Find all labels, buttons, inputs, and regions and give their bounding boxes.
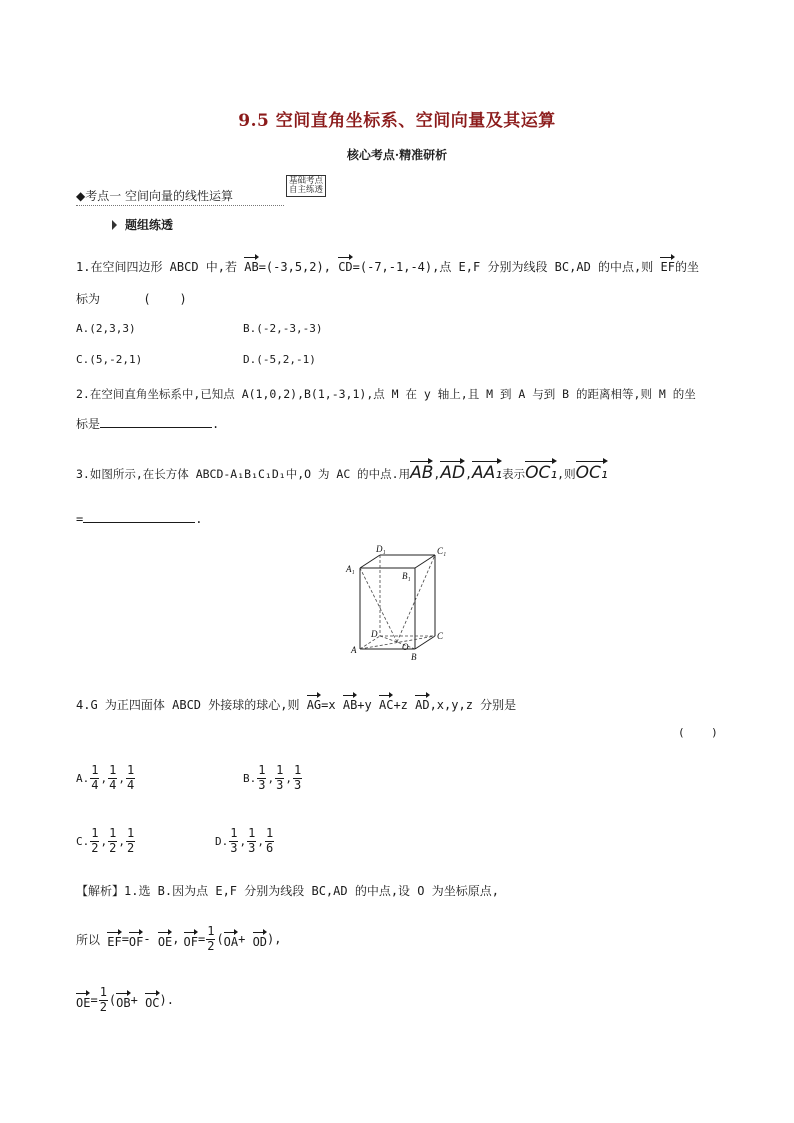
q3-prefix: 3.如图所示,在长方体 ABCD-A₁B₁C₁D₁中,O 为 AC 的中点.用 — [76, 467, 411, 481]
q4-line1 — [76, 694, 516, 713]
fraction: $\frac{1}{2}$ — [126, 826, 135, 855]
q4-opt-c-label: C. — [76, 834, 90, 848]
q4-option-a — [76, 764, 136, 793]
q2-line2-suffix: . — [212, 417, 220, 431]
vec-ad: AD — [415, 694, 429, 711]
cuboid-figure — [340, 543, 460, 665]
label-d1: D₁ — [376, 544, 386, 554]
vec-oe-2: OE — [76, 992, 90, 1009]
q4-option-d — [215, 827, 275, 856]
vec-ab-q4: AB — [343, 694, 357, 711]
q4-option-c — [76, 827, 136, 856]
comma: , — [100, 834, 108, 848]
vec-ab: AB — [244, 256, 258, 273]
q4-opt-b-label: B. — [243, 771, 257, 785]
page-subtitle: 核心考点·精准研析 — [346, 148, 448, 162]
fraction-half: $\frac{1}{2}$ — [207, 924, 215, 953]
fraction: $\frac{1}{4}$ — [109, 763, 117, 792]
label-a1: A₁ — [346, 564, 355, 574]
q1-line1 — [76, 256, 699, 275]
label-o: O — [402, 642, 409, 652]
sol-so: 所以 — [76, 932, 108, 947]
vec-oc1-large-2: OC₁ — [576, 460, 608, 482]
fraction: $\frac{1}{4}$ — [91, 763, 99, 792]
q4-opt-d-label: D. — [215, 834, 229, 848]
solution-line3 — [76, 986, 174, 1015]
q4-prefix: 4.G 为正四面体 ABCD 外接球的球心,则 — [76, 698, 307, 712]
section-heading: ◆考点一 空间向量的线性运算 — [76, 187, 284, 206]
group-label: 题组练透 — [125, 218, 174, 232]
label-c: C — [437, 631, 444, 641]
section-stamp — [286, 175, 326, 197]
sol-rp: ), — [267, 932, 282, 947]
sol-lp2: ( — [108, 993, 117, 1008]
vec-of: OF — [129, 931, 143, 948]
q4-option-b — [243, 764, 303, 793]
q3-then: ,则 — [557, 467, 576, 481]
group-heading — [112, 216, 173, 233]
q3-line2 — [76, 510, 202, 526]
label-d: D — [371, 629, 378, 639]
q3-answer-blank — [83, 510, 195, 523]
sol-plus: + — [238, 932, 253, 947]
solution-line2 — [76, 925, 281, 954]
vec-cd: CD — [338, 256, 352, 273]
fraction: $\frac{1}{3}$ — [258, 763, 266, 792]
q1-option-b: B.(-2,-3,-3) — [243, 322, 323, 335]
fraction-half: $\frac{1}{2}$ — [99, 985, 107, 1014]
q2-line2-prefix: 标是 — [76, 417, 101, 431]
vec-oa: OA — [224, 931, 238, 948]
vec-oe: OE — [158, 931, 172, 948]
comma: , — [100, 771, 108, 785]
q1-option-a: A.(2,3,3) — [76, 322, 136, 335]
label-c1: C₁ — [437, 546, 447, 556]
sol-minus: - — [143, 932, 158, 947]
q1-suffix: 的坐 — [674, 260, 699, 274]
stamp-line1: 基础考点 — [289, 176, 324, 186]
comma: , — [285, 771, 292, 785]
vec-of-2: OF — [184, 931, 198, 948]
fraction: $\frac{1}{2}$ — [109, 826, 117, 855]
comma: , — [267, 771, 275, 785]
q1-prefix: 1.在空间四边形 ABCD 中,若 — [76, 260, 245, 274]
vec-oc: OC — [145, 992, 159, 1009]
vec-ef-sol: EF — [107, 931, 121, 948]
solution-line1: 【解析】1.选 B.因为点 E,F 分别为线段 BC,AD 的中点,设 O 为坐标原点, — [76, 884, 499, 898]
sol-eq: = — [121, 932, 129, 947]
edge-a1d1 — [360, 555, 380, 568]
sol-eq3: = — [90, 993, 98, 1008]
q3-end: . — [195, 512, 203, 526]
label-b: B — [411, 652, 417, 662]
q4-plus-z: +z — [393, 698, 416, 712]
fraction: $\frac{1}{3}$ — [293, 763, 302, 792]
sol-eq2: = — [197, 932, 206, 947]
label-b1: B₁ — [402, 571, 411, 581]
q4-eq-x: =x — [321, 698, 343, 712]
comma: , — [118, 834, 125, 848]
fraction: $\frac{1}{2}$ — [91, 826, 99, 855]
vec-ad-large: AD — [440, 460, 465, 482]
sol-plus2: + — [130, 993, 146, 1008]
q3-line1: 3.如图所示,在长方体 ABCD-A₁B₁C₁D₁中,O 为 AC 的中点.用AB,AD,AA₁表示OC₁,则OC₁ — [76, 460, 608, 482]
q1-line2: 标为 ( ) — [76, 292, 187, 306]
vec-ob: OB — [116, 992, 130, 1009]
comma: , — [257, 834, 264, 848]
q1-ab-value: =(-3,5,2), — [258, 260, 331, 274]
comma: , — [118, 771, 125, 785]
vec-aa1-large: AA₁ — [472, 460, 502, 482]
q4-plus-y: +y — [357, 698, 379, 712]
fraction: $\frac{1}{6}$ — [265, 826, 274, 855]
vec-ab-large: AB — [410, 460, 433, 482]
q2-answer-blank — [100, 415, 212, 428]
fraction: $\frac{1}{3}$ — [230, 826, 238, 855]
fraction: $\frac{1}{3}$ — [276, 763, 284, 792]
q2-line1: 2.在空间直角坐标系中,已知点 A(1,0,2),B(1,-3,1),点 M 在 y 轴上,且 M 到 A 与到 B 的距离相等,则 M 的坐 — [76, 387, 696, 401]
q2-line2 — [76, 415, 219, 432]
comma: , — [239, 834, 247, 848]
diamond-icon — [112, 220, 117, 230]
page-title: 9.5 空间直角坐标系、空间向量及其运算 — [238, 111, 556, 131]
vec-od: OD — [253, 931, 267, 948]
q4-suffix: ,x,y,z 分别是 — [429, 698, 517, 712]
q1-option-c: C.(5,-2,1) — [76, 353, 143, 366]
stamp-line2: 自主练透 — [289, 184, 324, 195]
q3-mid: 表示 — [502, 467, 526, 481]
fraction: $\frac{1}{4}$ — [126, 763, 135, 792]
sol-rp2: ). — [159, 993, 174, 1008]
vec-ag: AG — [307, 694, 321, 711]
q4-opt-a-label: A. — [76, 771, 90, 785]
sol-comma: , — [172, 932, 180, 947]
vec-oc1-large: OC₁ — [525, 460, 557, 482]
q4-paren: ( ) — [678, 726, 718, 739]
vec-ef: EF — [660, 256, 674, 273]
q1-option-d: D.(-5,2,-1) — [243, 353, 316, 366]
sol-lp: ( — [216, 932, 224, 947]
label-a: A — [351, 645, 357, 655]
fraction: $\frac{1}{3}$ — [248, 826, 256, 855]
q1-cd-value: =(-7,-1,-4),点 E,F 分别为线段 BC,AD 的中点,则 — [352, 260, 661, 274]
line-oa1 — [360, 568, 397, 642]
q3-eq: = — [76, 512, 84, 526]
vec-ac: AC — [379, 694, 393, 711]
